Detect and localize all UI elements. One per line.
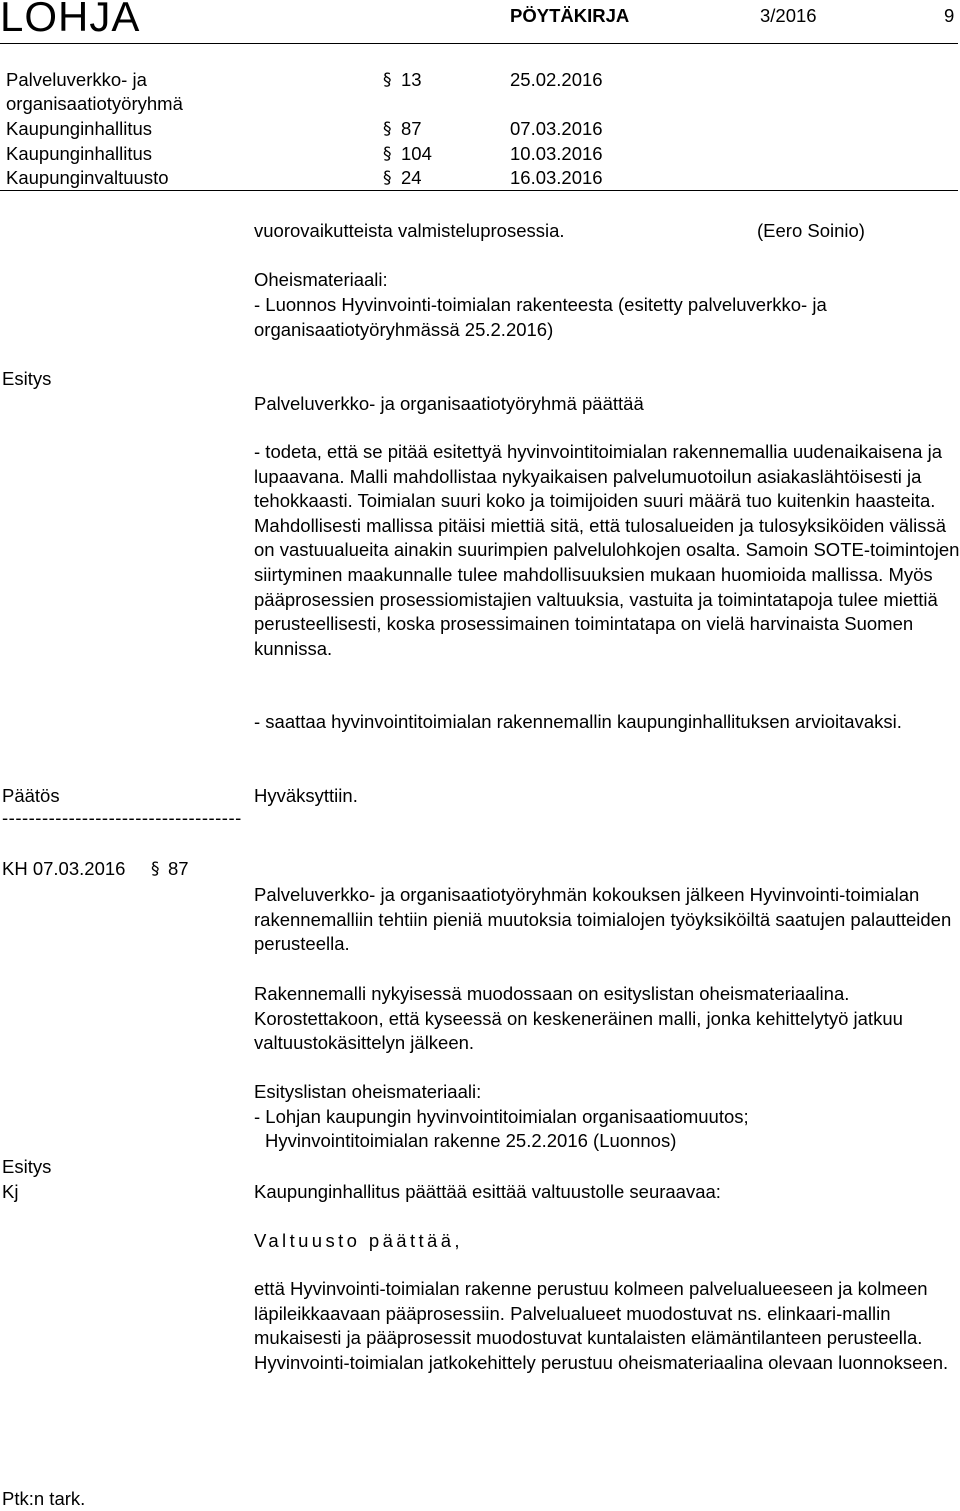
document-type: PÖYTÄKIRJA	[510, 5, 630, 26]
history-body: Kaupunginhallitus	[6, 143, 153, 164]
kh-section: 87	[168, 858, 189, 879]
svg-text:§: §	[151, 860, 160, 877]
paatos-text: Hyväksyttiin.	[254, 785, 358, 806]
section-icon	[383, 145, 396, 162]
attachment-item: - Luonnos Hyvinvointi-toimialan rakenteesta (esitetty palveluverkko- ja	[254, 294, 827, 315]
history-body: Kaupunginvaltuusto	[6, 167, 169, 188]
section-icon	[383, 169, 396, 186]
history-section: 104	[401, 143, 432, 164]
svg-text:§: §	[383, 120, 392, 137]
header-rule	[0, 43, 958, 44]
separator: ------------------------------------	[2, 807, 242, 828]
document-number: 3/2016	[760, 5, 817, 26]
kh-paragraph: Rakennemalli nykyisessä muodossaan on esityslistan oheismateriaalina. Korostettakoon, että kyseessä on keskeneräinen malli, jonka kehittelytyö jatkuu valtuustokäsittelyn jälkeen.	[254, 983, 903, 1054]
decision-paragraph: että Hyvinvointi-toimialan rakenne perustuu kolmeen palvelualueeseen ja kolmeen läpileikkaavaan pääprosessiin. Palvelualueet muodostuvat ns. elinkaari-mallin mukaisesti ja pääprosessit muodostuvat kuntalaisten elämäntilanteen perusteella. Hyvinvointi-toimialan jatkokehittely perustuu oheismateriaalina olevaan luonnokseen.	[254, 1278, 949, 1373]
kh-reference: KH 07.03.2016	[2, 858, 126, 879]
history-date: 25.02.2016	[510, 69, 603, 90]
history-section: 87	[401, 118, 422, 139]
logo: LOHJA	[0, 0, 141, 40]
history-date: 07.03.2016	[510, 118, 603, 139]
page-number: 9	[944, 5, 955, 26]
esitys-label: Esitys	[2, 1156, 52, 1177]
history-date: 16.03.2016	[510, 167, 603, 188]
history-body: organisaatiotyöryhmä	[6, 93, 183, 114]
history-body: Kaupunginhallitus	[6, 118, 153, 139]
attachment-item: - Lohjan kaupungin hyvinvointitoimialan organisaatiomuutos;	[254, 1106, 749, 1127]
esitys-label: Esitys	[2, 368, 52, 389]
decision-heading: Valtuusto päättää,	[254, 1230, 463, 1251]
history-rule	[0, 190, 958, 191]
esitys-lead: Kaupunginhallitus päättää esittää valtuustolle seuraavaa:	[254, 1181, 721, 1202]
history-date: 10.03.2016	[510, 143, 603, 164]
ptk-label: Ptk:n tark.	[2, 1488, 86, 1509]
attachment-item: organisaatiotyöryhmässä 25.2.2016)	[254, 319, 554, 340]
paatos-label: Päätös	[2, 785, 60, 806]
esitys-paragraph: - todeta, että se pitää esitettyä hyvinvointitoimialan rakennemallia uudenaikaisena ja lupaavana. Malli mahdollistaa nykyaikaisen palvelumuotoilun asiakaslähtöisesti ja tehokkaasti. Toimialan suuri koko ja toimijoiden suuri määrä tuo kuitenkin haasteita. Mahdollisesti mallissa pitäisi miettiä sitä, että tulosalueiden ja tulosyksiköiden välissä on vastuualueita ainakin suurimpien palvelulohkojen osalta. Samoin SOTE-toimintojen siirtyminen maakunnalle tulee mahdollisuuksien mukaan huomioida mallissa. Myös pääprosessien prosessiomistajien valtuuksia, vastuita ja toimintatapoja tulee miettiä perusteellisesti, koska prosessimainen toimintatapa on vielä harvinaista Suomen kunnissa.	[254, 441, 960, 659]
section-icon	[383, 120, 396, 137]
history-body: Palveluverkko- ja	[6, 69, 147, 90]
kh-paragraph: Palveluverkko- ja organisaatiotyöryhmän kokouksen jälkeen Hyvinvointi-toimialan rakennemalliin tehtiin pieniä muutoksia toimialojen työyksiköiltä saatujen palautteiden perusteella.	[254, 884, 952, 955]
svg-text:§: §	[383, 169, 392, 186]
esitys-paragraph: - saattaa hyvinvointitoimialan rakennemallin kaupunginhallituksen arvioitavaksi.	[254, 711, 902, 732]
attachments-label: Oheismateriaali:	[254, 269, 388, 290]
section-icon	[151, 860, 164, 877]
svg-text:§: §	[383, 145, 392, 162]
svg-text:§: §	[383, 71, 392, 88]
attachments-label: Esityslistan oheismateriaali:	[254, 1081, 482, 1102]
history-section: 13	[401, 69, 422, 90]
esitys-lead: Palveluverkko- ja organisaatiotyöryhmä päättää	[254, 393, 644, 414]
intro-line: vuorovaikutteista valmisteluprosessia.	[254, 220, 565, 241]
attachment-item: Hyvinvointitoimialan rakenne 25.2.2016 (Luonnos)	[265, 1130, 677, 1151]
presenter-label: Kj	[2, 1181, 19, 1202]
section-icon	[383, 71, 396, 88]
author: (Eero Soinio)	[757, 220, 865, 241]
history-section: 24	[401, 167, 422, 188]
